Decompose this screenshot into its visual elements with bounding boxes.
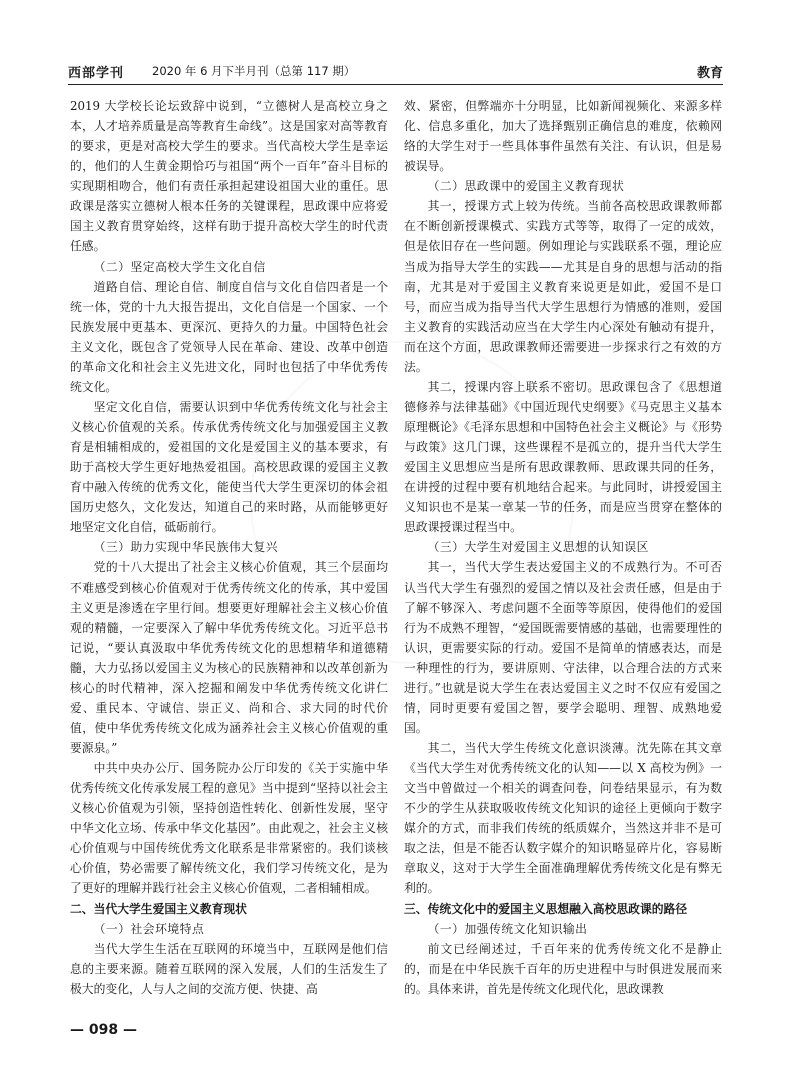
subsection-heading: （一）社会环境特点 [93,921,205,936]
page-header [68,58,723,84]
subsection-heading: （二）思政课中的爱国主义教育现状 [427,179,625,194]
section-heading: 二、当代大学生爱国主义教育现状 [70,901,247,916]
issue-info: 2020 年 6 月下半月刊（总第 117 期） [152,64,356,78]
paragraph: 其二，授课内容上联系不密切。思政课包含了《思想道德修养与法律基础》《中国近现代史纲要》《马克思主义基本原理概论》《毛泽东思想和中国特色社会主义概论》与《形势与政策》这几门课，这些课程不是孤立的，提升当代大学生爱国主义思想应当是所有思政课教师、思政课共同的任务，在讲授的过程中要有机地结合起来。与此同时，讲授爱国主义知识也不是某一章某一节的任务，而是应当贯穿在整体的思政课授课过程当中。 [404,379,722,535]
paragraph: 道路自信、理论自信、制度自信与文化自信四者是一个统一体，党的十九大报告提出，文化自信是一个国家、一个民族发展中更基本、更深沉、更持久的力量。中国特色社会主义文化，既包含了党领导人民在革命、建设、改革中创造的革命文化和社会主义先进文化，同时也包括了中华优秀传统文化。 [70,279,388,394]
paragraph: 其二，当代大学生传统文化意识淡薄。沈先陈在其文章《当代大学生对优秀传统文化的认知——以 X 高校为例》一文当中曾做过一个相关的调查问卷，问卷结果显示，有为数不少的学生从获取吸收传统文化知识的途径上更倾向于数字媒介的方式，而非我们传统的纸质媒介，当然这并非不是可取之法，但是不能否认数字媒介的知识略显碎片化，容易断章取义，这对于大学生全面准确理解优秀传统文化是有弊无利的。 [404,741,722,896]
header-divider [68,84,723,85]
subsection-heading: （二）坚定高校大学生文化自信 [93,259,266,274]
paragraph-continued: 2019 大学校长论坛致辞中说到，“立德树人是高校立身之本，人才培养质量是高等教育生命线”。这是国家对高等教育的要求，更是对高校大学生的要求。当代高校大学生是幸运的，他们的人生黄金期恰巧与祖国“两个一百年”奋斗目标的实现期相吻合，他们有责任承担起建设祖国大业的重任。思政课是落实立德树人根本任务的关键课程，思政课中应将爱国主义教育贯穿始终，这样有助于提升高校大学生的时代责任感。 [70,99,388,254]
paragraph-continued: 效、紧密，但弊端亦十分明显，比如新闻视频化、来源多样化、信息多重化，加大了选择甄别正确信息的难度，依赖网络的大学生对于一些具体事件虽然有关注、有认识，但是易被误导。 [404,99,722,174]
paragraph: 党的十八大提出了社会主义核心价值观，其三个层面均不难感受到核心价值观对于优秀传统文化的传承，其中爱国主义更是渗透在字里行间。想要更好理解社会主义核心价值观的精髓，一定要深入了解中华优秀传统文化。习近平总书记说，“要认真汲取中华优秀传统文化的思想精华和道德精髓，大力弘扬以爱国主义为核心的民族精神和以改革创新为核心的时代精神，深入挖掘和阐发中华优秀传统文化讲仁爱、重民本、守诚信、崇正义、尚和合、求大同的时代价值，使中华优秀传统文化成为涵养社会主义核心价值观的重要源泉。” [70,560,388,755]
page-number: — 098 — [70,1022,137,1038]
paragraph: 坚定文化自信，需要认识到中华优秀传统文化与社会主义核心价值观的关系。传承优秀传统文化与加强爱国主义教育是相辅相成的，爱祖国的文化是爱国主义的基本要求，有助于高校大学生更好地热爱祖国。高校思政课的爱国主义教育中融入传统的优秀文化，能使当代大学生更深切的体会祖国历史悠久，文化发达，知道自己的来时路，从而能够更好地坚定文化自信，砥砺前行。 [70,399,388,535]
right-column [404,96,722,999]
paragraph: 其一，授课方式上较为传统。当前各高校思政课教师都在不断创新授课模式、实践方式等等，取得了一定的成效，但是依旧存在一些问题。例如理论与实践联系不强，理论应当成为指导大学生的实践——尤其是自身的思想与活动的指南，尤其是对于爱国主义教育来说更是如此，爱国不是口号，而应当成为指导当代大学生思想行为情感的准则，爱国主义教育的实践活动应当在大学生内心深处有触动有提升，而在这个方面，思政课教师还需要进一步探求行之有效的方法。 [404,199,722,374]
left-column [70,96,388,999]
section-heading: 三、传统文化中的爱国主义思想融入高校思政课的路径 [404,901,688,916]
subsection-heading: （一）加强传统文化知识输出 [427,921,588,936]
journal-name: 西部学刊 [68,66,125,81]
section-label: 教育 [696,66,723,81]
paragraph: 其一，当代大学生表达爱国主义的不成熟行为。不可否认当代大学生有强烈的爱国之情以及社会责任感，但是由于了解不够深入、考虑问题不全面等等原因，使得他们的爱国行为不成熟不理智，“爱国既需要情感的基础，也需要理性的认识，更需要实际的行动。爱国不是简单的情感表达，而是一种理性的行为，要讲原则、守法律，以合理合法的方式来进行。”也就是说大学生在表达爱国主义之时不仅应有爱国之情，同时更要有爱国之智，要学会聪明、理智、成熟地爱国。 [404,560,722,735]
paragraph: 当代大学生生活在互联网的环境当中，互联网是他们信息的主要来源。随着互联网的深入发展，人们的生活发生了极大的变化，人与人之间的交流方便、快捷、高 [70,941,388,996]
paragraph: 中共中央办公厅、国务院办公厅印发的《关于实施中华优秀传统文化传承发展工程的意见》当中提到“坚持以社会主义核心价值观为引领，坚持创造性转化、创新性发展，坚守中华文化立场、传承中华文化基因”。由此观之，社会主义核心价值观与中国传统优秀文化联系是非常紧密的。我们谈核心价值，势必需要了解传统文化，我们学习传统文化，是为了更好的理解并践行社会主义核心价值观，二者相辅相成。 [70,761,388,896]
subsection-heading: （三）大学生对爱国主义思想的认知误区 [427,540,649,555]
subsection-heading: （三）助力实现中华民族伟大复兴 [93,540,279,555]
paragraph: 前文已经阐述过，千百年来的优秀传统文化不是静止的，而是在中华民族千百年的历史进程中与时俱进发展而来的。具体来讲，首先是传统文化现代化，思政课教 [404,941,722,996]
